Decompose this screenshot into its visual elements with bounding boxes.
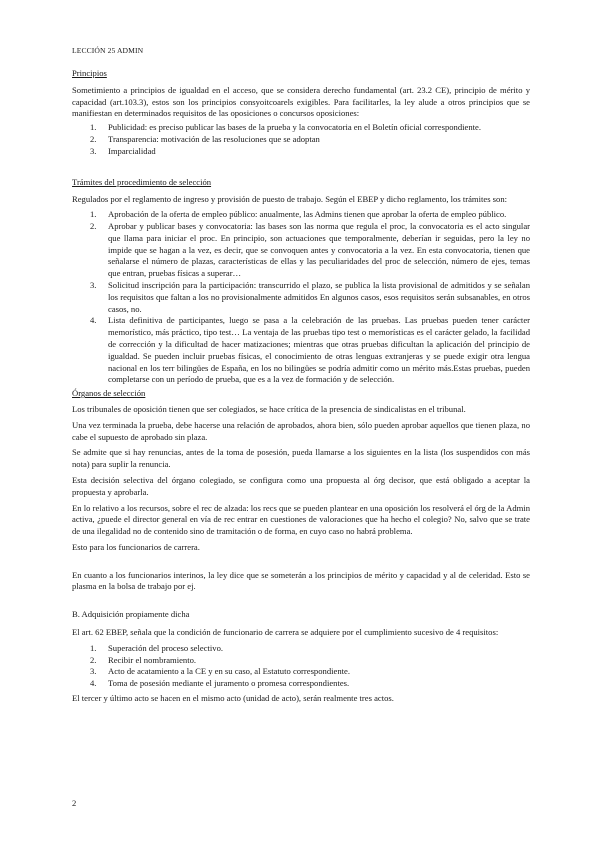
section-heading-tramites: Trámites del procedimiento de selección — [72, 176, 212, 187]
section-heading-organos: Órganos de selección — [72, 388, 146, 399]
paragraph-organos-5: En lo relativo a los recursos, sobre el rec de alzada: los recs que se pueden plantear en una oposición los resolverá el órg de la Admin activa, ¿puede el director general en vía de rec entrar en cuestiones de valoraciones que ha hecho el colegio? No, salvo que se trate de una ilegalidad no de contenido sino de tramitación o de forma, en cuyo caso no habrá problema. — [72, 502, 530, 537]
list-item: 3. Imparcialidad — [90, 145, 156, 156]
list-item: 3. Acto de acatamiento a la CE y en su caso, al Estatuto correspondiente. — [90, 666, 350, 677]
list-item: 1. Publicidad: es preciso publicar las bases de la prueba y la convocatoria en el Boletín oficial correspondiente. — [90, 122, 481, 133]
paragraph-organos-2: Una vez terminada la prueba, debe hacerse una relación de aprobados, ahora bien, sólo pueden aprobar aquellos que tienen plaza, no cabe el supuesto de aprobado sin plaza. — [72, 419, 530, 442]
section-heading-principios: Principios — [72, 68, 107, 78]
paragraph-adquisicion-intro: El art. 62 EBEP, señala que la condición de funcionario de carrera se adquiere por el cumplimiento sucesivo de 4 requisitos: — [72, 627, 499, 638]
list-adquisicion — [72, 643, 530, 690]
list-item: 1. Superación del proceso selectivo. — [90, 642, 224, 653]
page-number: 2 — [72, 798, 77, 808]
list-item: 2. Aprobar y publicar bases y convocatoria: las bases son las norma que regula el proc, la convocatoria es el acto singular que llama para iniciar el proc. En principio, son actuaciones que temporalmente, deberían ir seguidas, pero la ley no impide que se hagan a la vez, es decir, que se convoquen antes y convocatoria a la vez. En esta convocatoria, tienen que señalarse el número de plazas, características de ellas y las peculiaridades del proc de selección, número de ejes, temas que entran, pruebas físicas a superar… — [90, 220, 530, 279]
paragraph-organos-6: Esto para los funcionarios de carrera. — [72, 541, 200, 552]
paragraph-adquisicion-closing: El tercer y último acto se hacen en el mismo acto (unidad de acto), serán realmente tres actos. — [72, 693, 394, 704]
paragraph-principios-intro: Sometimiento a principios de igualdad en el acceso, que se considera derecho fundamental (art. 23.2 CE), principio de mérito y capacidad (art.103.3), estos son los principios consyoitcoarels exigibles. Para facilitarles, la ley alude a otros principios que se manifiestan en determinados requisitos de las oposiciones o concursos oposiciones: — [72, 84, 530, 119]
section-heading-adquisicion: B. Adquisición propiamente dicha — [72, 609, 190, 620]
paragraph-organos-1: Los tribunales de oposición tienen que ser colegiados, se hace crítica de la presencia de sindicalistas en el tribunal. — [72, 403, 466, 414]
list-tramites — [72, 209, 530, 386]
document-body — [72, 68, 530, 705]
list-item: 3. Solicitud inscripción para la participación: transcurrido el plazo, se publica la lista provisional de admitidos y se señalan los requisitos que faltan a los no provisionalmente admitidos En algunos casos, esos requisitos serán subsanables, en otros casos, no. — [90, 279, 530, 314]
paragraph-tramites-intro: Regulados por el reglamento de ingreso y provisión de puesto de trabajo. Según el EBEP y dicho reglamento, los trámites son: — [72, 194, 508, 205]
paragraph-organos-4: Esta decisión selectiva del órgano colegiado, se configura como una propuesta al órg decisor, que está obligado a aceptar la propuesta y aprobarla. — [72, 474, 530, 497]
paragraph-interinos: En cuanto a los funcionarios interinos, la ley dice que se someterán a los principios de mérito y capacidad y al de celeridad. Esto se plasma en la bolsa de trabajo por ej. — [72, 569, 530, 592]
list-item: 4. Lista definitiva de participantes, luego se pasa a la celebración de las pruebas. Las pruebas pueden tener carácter memorístico, más práctico, tipo test… La ventaja de las pruebas tipo test o memorísticas es el carácter gelado, la facilidad de corrección y la dificultad de hacer matizaciones; mientras que otras pruebas dificultan la aplicación del principio de igualdad. Se pueden incluir pruebas físicas, el conocimiento de otras lenguas extranjeras y se puede exigir otra lengua nacional en los terr bilingües de España, en los no bilingües se podría admitir como un mérito más.Estas pruebas, pueden completarse con un período de prueba, que es a la vez de formación y de selección. — [90, 315, 530, 385]
list-item: 4. Toma de posesión mediante el juramento o promesa correspondientes. — [90, 678, 350, 689]
paragraph-organos-3: Se admite que si hay renuncias, antes de la toma de posesión, pueda llamarse a los siguientes en la lista (los suspendidos con más nota) para suplir la renuncia. — [72, 447, 530, 470]
list-item: 2. Transparencia: motivación de las resoluciones que se adoptan — [90, 133, 320, 144]
list-item: 1. Aprobación de la oferta de empleo público: anualmente, las Admins tienen que aprobar la oferta de empleo público. — [90, 209, 507, 220]
list-item: 2. Recibir el nombramiento. — [90, 654, 197, 665]
running-header: LECCIÓN 25 ADMIN — [72, 46, 144, 55]
list-principios — [72, 122, 530, 157]
